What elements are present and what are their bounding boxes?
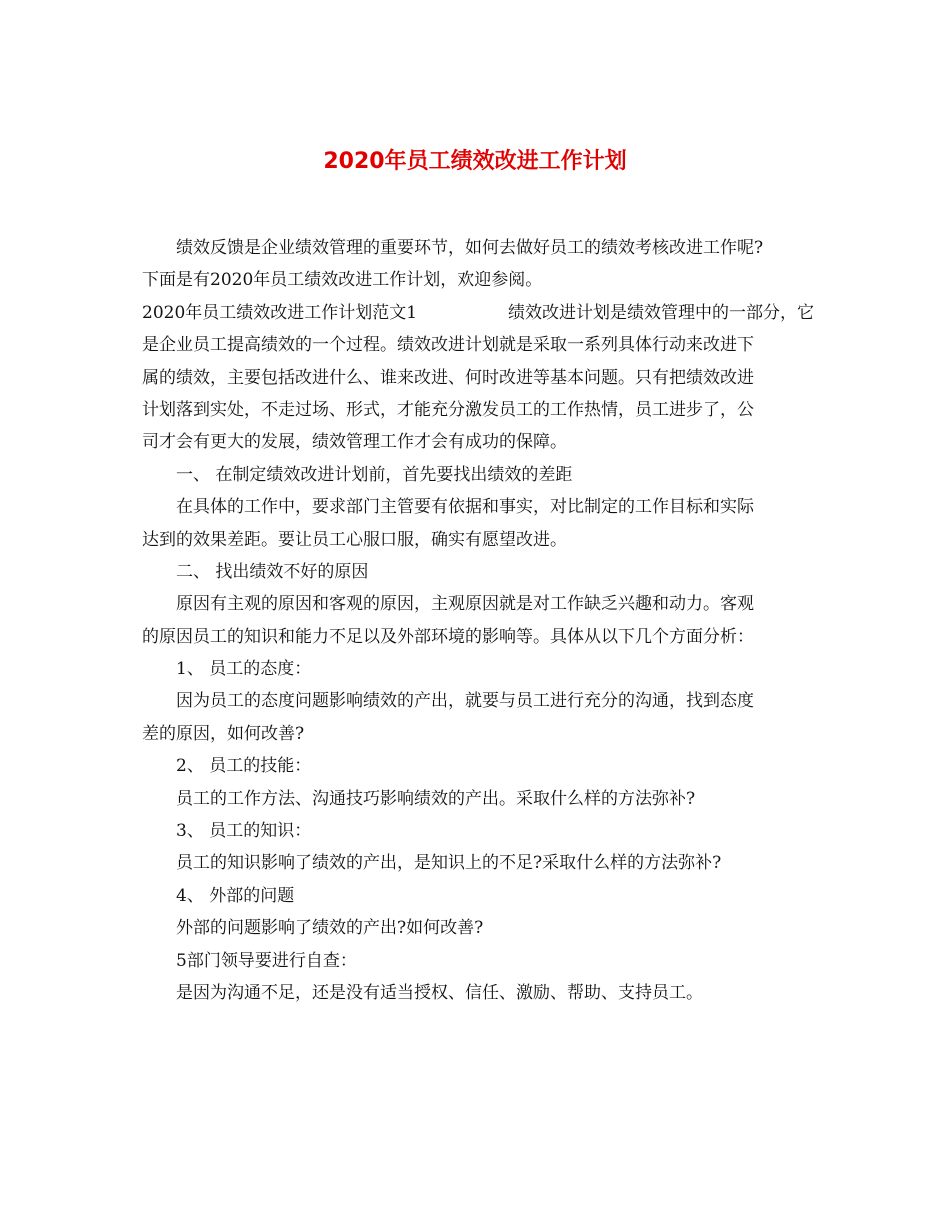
list-item-4-heading: 4、 外部的问题 [176, 885, 295, 906]
paragraph-1-line-3: 属的绩效，主要包括改进什么、谁来改进、何时改进等基本问题。只有把绩效改进 [142, 367, 754, 388]
paragraph-1-line-2: 是企业员工提高绩效的一个过程。绩效改进计划就是采取一系列具体行动来改进下 [142, 335, 754, 356]
list-item-1-text-line-1: 因为员工的态度问题影响绩效的产出，就要与员工进行充分的沟通，找到态度 [176, 691, 754, 712]
section-1-text-line-2: 达到的效果差距。要让员工心服口服，确实有愿望改进。 [142, 529, 567, 550]
sample-first-sentence: 绩效改进计划是绩效管理中的一部分，它 [508, 302, 814, 323]
list-item-1-text-line-2: 差的原因，如何改善? [142, 723, 305, 744]
section-1-text-line-1: 在具体的工作中，要求部门主管要有依据和事实，对比制定的工作目标和实际 [176, 497, 754, 518]
intro-line-2: 下面是有2020年员工绩效改进工作计划，欢迎参阅。 [142, 270, 543, 291]
list-item-5-heading: 5部门领导要进行自查： [176, 950, 357, 971]
sample-heading-line [142, 297, 814, 329]
document-title: 2020年员工绩效改进工作计划 [323, 149, 627, 174]
document-body [142, 232, 814, 1009]
section-2-text-line-2: 的原因员工的知识和能力不足以及外部环境的影响等。具体从以下几个方面分析： [142, 626, 754, 647]
list-item-2-heading: 2、 员工的技能： [176, 756, 312, 777]
sample-title: 2020年员工绩效改进工作计划范文1 [142, 302, 418, 323]
intro-line-1: 绩效反馈是企业绩效管理的重要环节，如何去做好员工的绩效考核改进工作呢? [176, 238, 764, 258]
list-item-2-text: 员工的工作方法、沟通技巧影响绩效的产出。采取什么样的方法弥补? [176, 788, 696, 809]
section-2-text-line-1: 原因有主观的原因和客观的原因，主观原因就是对工作缺乏兴趣和动力。客观 [176, 594, 754, 615]
section-heading-2: 二、 找出绩效不好的原因 [176, 561, 369, 582]
paragraph-1-line-4: 计划落到实处，不走过场、形式，才能充分激发员工的工作热情，员工进步了，公 [142, 399, 754, 420]
list-item-4-text: 外部的问题影响了绩效的产出?如何改善? [176, 918, 484, 939]
section-heading-1: 一、 在制定绩效改进计划前，首先要找出绩效的差距 [176, 464, 573, 485]
list-item-3-heading: 3、 员工的知识： [176, 821, 312, 842]
list-item-5-text: 是因为沟通不足，还是没有适当授权、信任、激励、帮助、支持员工。 [176, 982, 703, 1003]
list-item-1-heading: 1、 员工的态度： [176, 659, 312, 680]
paragraph-1-line-5: 司才会有更大的发展，绩效管理工作才会有成功的保障。 [142, 432, 567, 453]
list-item-3-text: 员工的知识影响了绩效的产出，是知识上的不足?采取什么样的方法弥补? [176, 853, 722, 874]
